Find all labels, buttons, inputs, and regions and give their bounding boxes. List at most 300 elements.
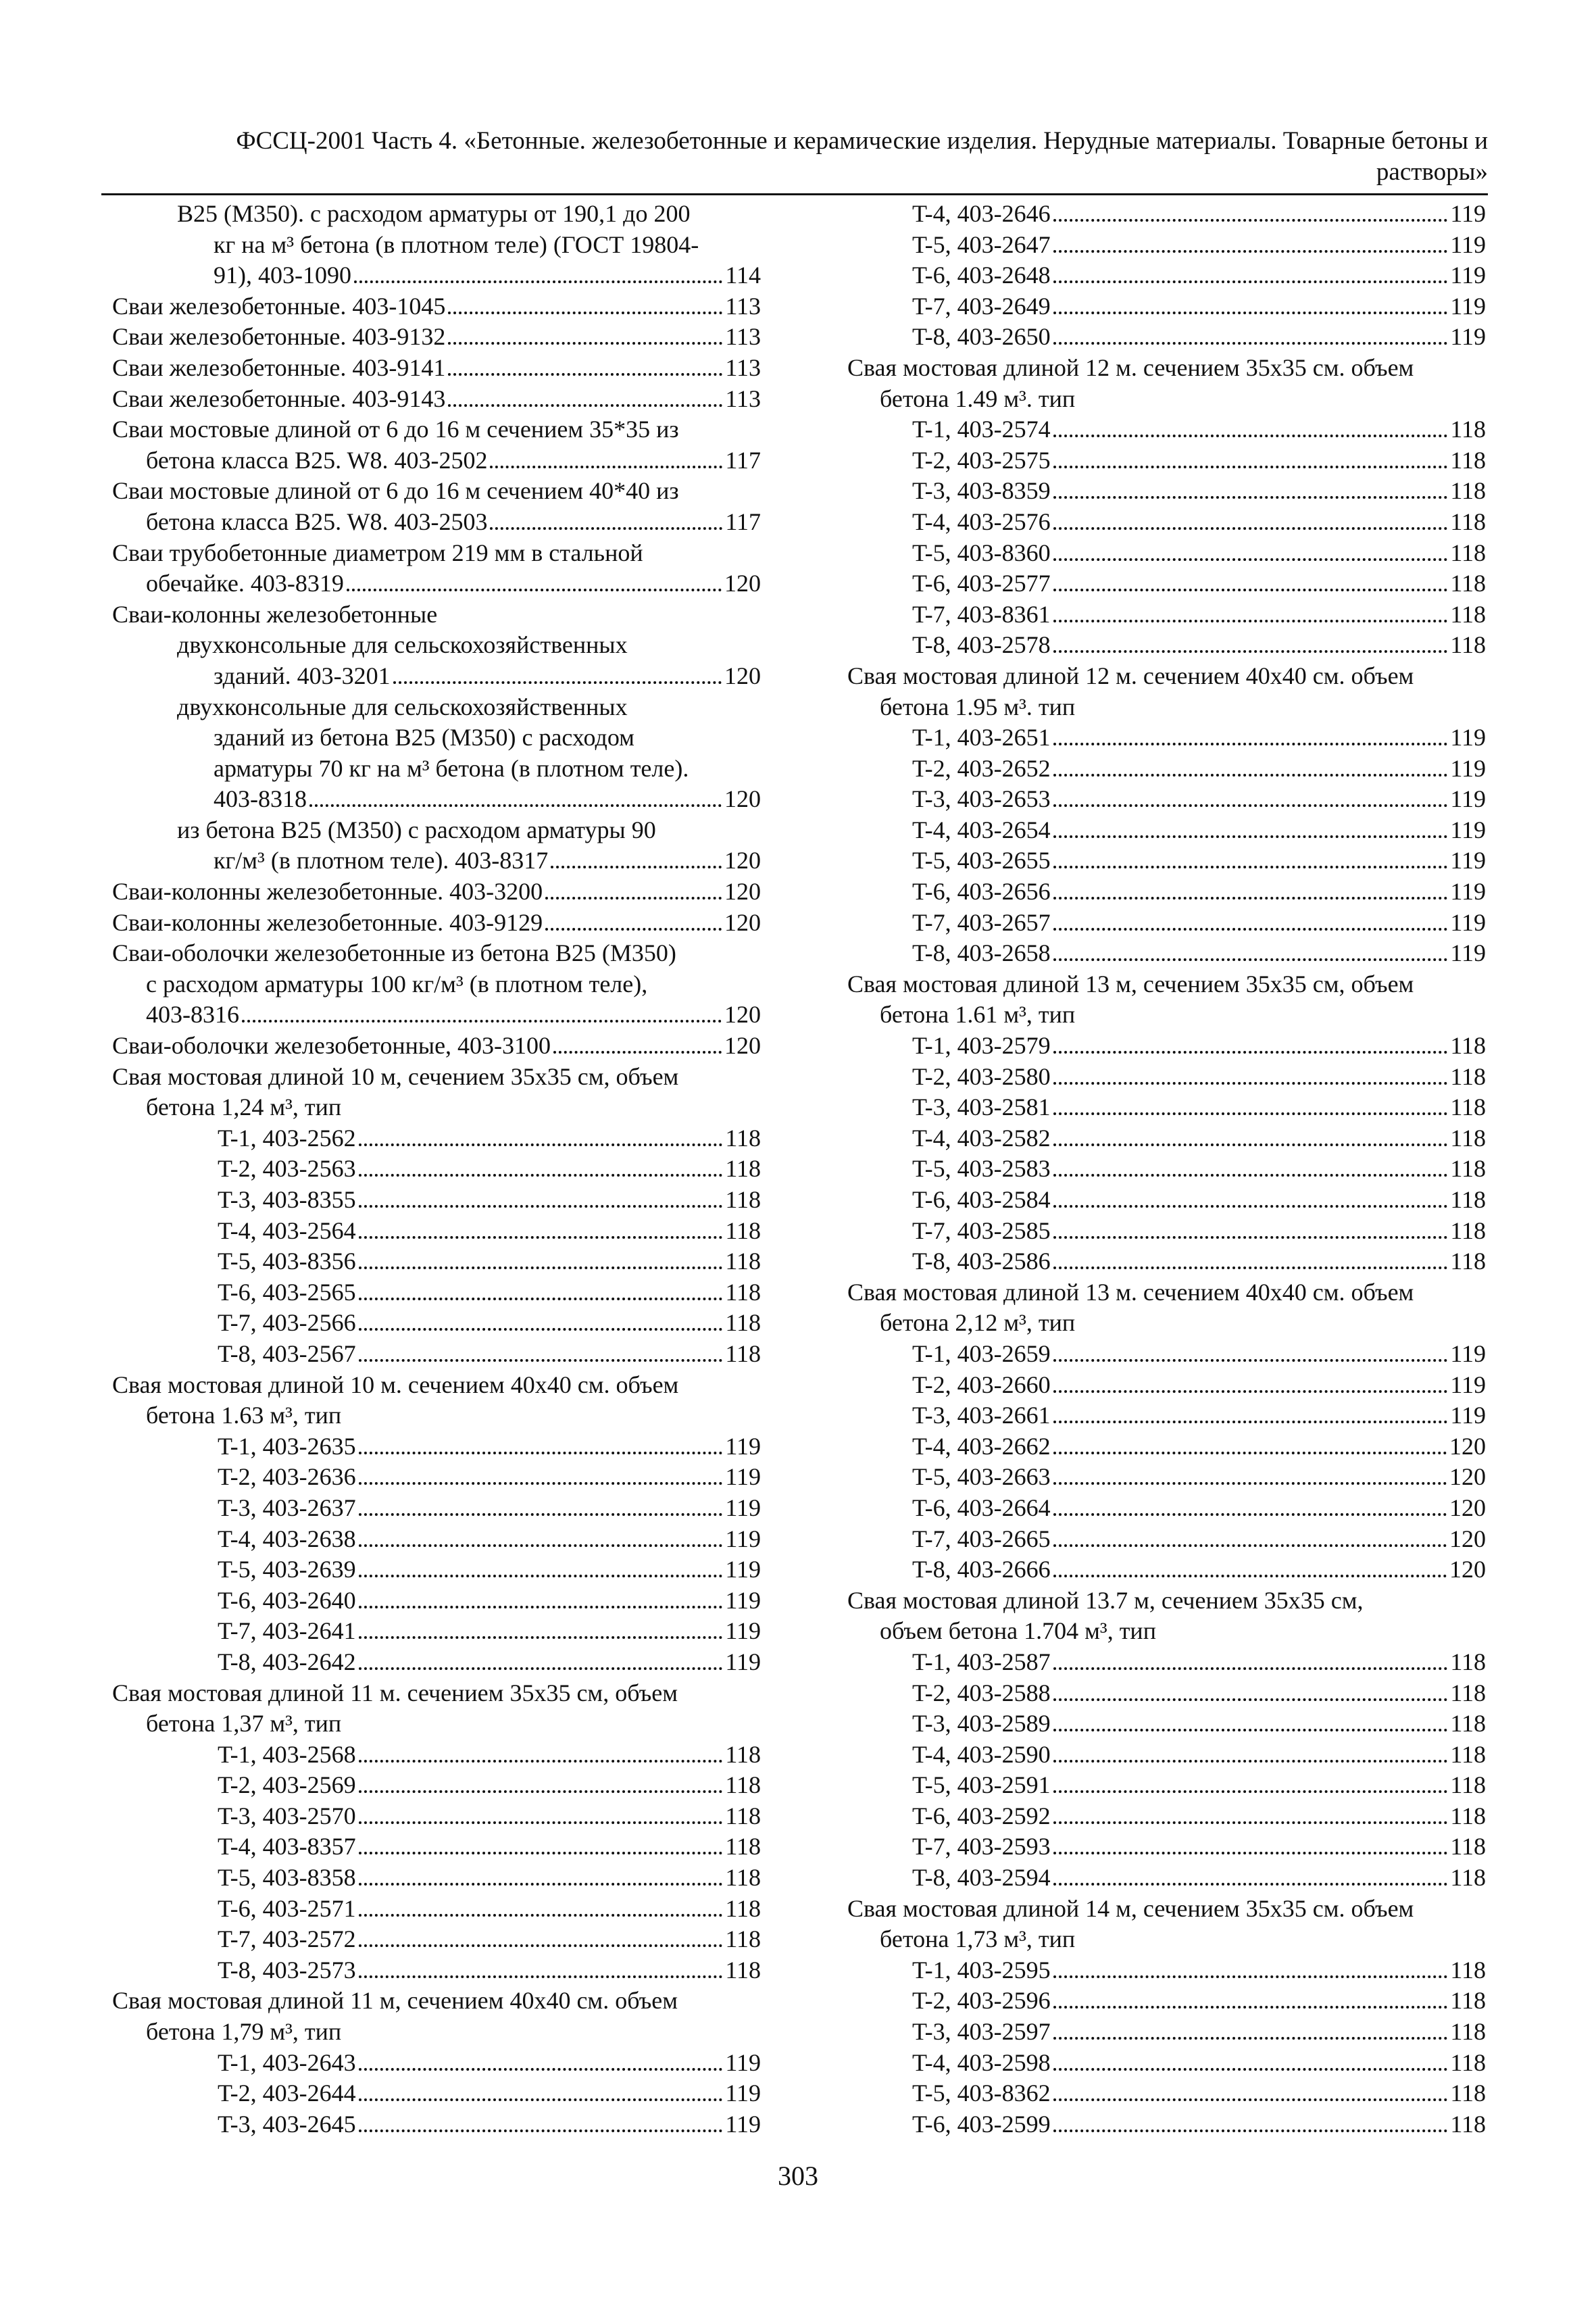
index-entry [847, 1585, 1486, 1617]
index-entry-text: бетона 1,79 м³, тип [146, 2018, 342, 2046]
index-entry-text: T-7, 403-2572 [218, 1925, 356, 1953]
index-entry-text: Сваи железобетонные. 403-9141 [112, 353, 446, 381]
index-entry-page: 118 [725, 1771, 761, 1799]
index-entry [847, 1339, 1486, 1370]
index-entry-page: 113 [725, 353, 761, 381]
index-entry [112, 877, 761, 908]
index-entry [112, 2078, 761, 2109]
index-entry [112, 2109, 761, 2140]
index-entry-text: T-1, 403-2579 [912, 1032, 1051, 1060]
index-entry [112, 353, 761, 384]
index-entry-page: 120 [724, 662, 761, 689]
index-entry-page: 119 [725, 2079, 761, 2107]
index-entry [847, 2017, 1486, 2048]
index-entry-page: 118 [1450, 477, 1486, 505]
index-entry-text: T-7, 403-2641 [218, 1617, 356, 1645]
index-entry [112, 1616, 761, 1647]
index-entry-text: T-7, 403-8361 [912, 600, 1051, 628]
index-entry-page: 119 [1450, 754, 1486, 782]
index-entry-text: T-8, 403-2666 [912, 1556, 1051, 1583]
index-entry-text: T-7, 403-2593 [912, 1833, 1051, 1861]
index-entry [847, 291, 1486, 322]
index-entry [847, 414, 1486, 445]
dot-leader [553, 1050, 722, 1054]
index-entry-page: 113 [725, 292, 761, 320]
index-entry-text: T-6, 403-2565 [218, 1278, 356, 1306]
dot-leader [490, 526, 722, 530]
index-entry-page: 120 [724, 908, 761, 936]
index-entry-text: Свая мостовая длиной 14 м, сечением 35x35 см. объем [847, 1894, 1414, 1922]
index-entry-page: 120 [724, 847, 761, 875]
dot-leader [1053, 1574, 1447, 1577]
index-entry-text: Свая мостовая длиной 12 м. сечением 40x40 см. объем [847, 662, 1414, 689]
index-entry-text: T-2, 403-2660 [912, 1371, 1051, 1398]
index-entry-page: 119 [725, 1432, 761, 1460]
dot-leader [1053, 1451, 1447, 1454]
index-entry-text: T-1, 403-2635 [218, 1432, 356, 1460]
index-entry-page: 118 [1450, 1710, 1486, 1738]
dot-leader [393, 681, 722, 684]
index-entry [847, 1770, 1486, 1801]
index-entry-text: T-2, 403-2596 [912, 1987, 1051, 2015]
index-entry-page: 118 [725, 1186, 761, 1213]
index-entry-text: Сваи-колонны железобетонные [112, 600, 438, 628]
index-entry-page: 118 [1450, 1155, 1486, 1183]
index-entry-text: T-8, 403-2586 [912, 1248, 1051, 1275]
dot-leader [359, 1327, 723, 1331]
index-entry [847, 322, 1486, 353]
index-entry-text: T-3, 403-8355 [218, 1186, 356, 1213]
dot-leader [1053, 619, 1448, 622]
index-entry-text: T-1, 403-2562 [218, 1124, 356, 1152]
index-entry [847, 230, 1486, 261]
dot-leader [1053, 1358, 1448, 1362]
index-entry [847, 722, 1486, 754]
header-title-line2: растворы» [1376, 158, 1488, 186]
dot-leader [448, 311, 722, 314]
dot-leader [359, 1790, 723, 1793]
index-entry-page: 118 [1450, 1740, 1486, 1768]
index-entry-text: Свая мостовая длиной 11 м, сечением 40x40 см. объем [112, 1987, 678, 2015]
dot-leader [1053, 311, 1448, 314]
dot-leader [1053, 1544, 1447, 1547]
dot-leader [1053, 896, 1448, 900]
dot-leader [359, 1635, 723, 1639]
index-entry-page: 119 [1450, 847, 1486, 875]
index-entry-text: T-7, 403-2585 [912, 1216, 1051, 1244]
dot-leader [359, 1143, 723, 1146]
dot-leader [359, 1358, 723, 1362]
index-entry-text: объем бетона 1.704 м³, тип [880, 1617, 1156, 1645]
index-entry [112, 476, 761, 507]
index-entry-text: Свая мостовая длиной 10 м, сечением 35x35 см, объем [112, 1062, 679, 1090]
index-entry [847, 1185, 1486, 1216]
index-entry-text: Сваи железобетонные. 403-9132 [112, 323, 446, 351]
index-entry [112, 754, 761, 785]
index-entry [112, 507, 761, 538]
dot-leader [1053, 1112, 1448, 1115]
index-entry [112, 938, 761, 969]
dot-leader [359, 1266, 723, 1269]
index-entry-text: бетона 1.63 м³, тип [146, 1402, 342, 1429]
index-entry-text: T-5, 403-8358 [218, 1864, 356, 1892]
index-entry [112, 1339, 761, 1370]
dot-leader [347, 588, 722, 591]
index-entry-text: бетона 1.95 м³. тип [880, 693, 1076, 720]
index-entry-page: 118 [1450, 446, 1486, 474]
dot-leader [1053, 558, 1448, 561]
index-entry-text: T-2, 403-2644 [218, 2079, 356, 2107]
index-entry-page: 120 [724, 1032, 761, 1060]
index-entry-page: 119 [1450, 785, 1486, 813]
index-entry [112, 1770, 761, 1801]
index-entry-page: 118 [725, 1216, 761, 1244]
index-entry-text: T-2, 403-2569 [218, 1771, 356, 1799]
index-entry-text: T-8, 403-2658 [912, 939, 1051, 967]
index-entry-page: 118 [725, 1956, 761, 1984]
dot-leader [1053, 2067, 1448, 2071]
index-entry [847, 1370, 1486, 1401]
index-entry-page: 118 [1450, 1216, 1486, 1244]
index-entry-text: T-1, 403-2643 [218, 2048, 356, 2076]
index-entry-text: T-4, 403-2576 [912, 508, 1051, 535]
index-entry-page: 118 [1450, 2018, 1486, 2046]
index-entry-text: T-4, 403-2564 [218, 1216, 356, 1244]
index-entry-page: 118 [1450, 600, 1486, 628]
index-entry-page: 117 [725, 508, 761, 535]
index-entry-text: T-3, 403-2581 [912, 1093, 1051, 1121]
dot-leader [448, 403, 722, 407]
index-entry-text: T-7, 403-2649 [912, 292, 1051, 320]
index-entry-page: 118 [1450, 1987, 1486, 2015]
dot-leader [359, 1544, 723, 1547]
dot-leader [1053, 1266, 1448, 1269]
index-entry [112, 1092, 761, 1123]
index-entry [112, 2048, 761, 2079]
dot-leader [1053, 773, 1448, 777]
index-entry-page: 118 [1450, 631, 1486, 659]
index-entry-page: 118 [1450, 416, 1486, 443]
index-entry-page: 119 [1450, 1371, 1486, 1398]
index-entry-text: зданий. 403-3201 [214, 662, 391, 689]
index-entry-text: T-8, 403-2594 [912, 1864, 1051, 1892]
index-entry-text: Сваи-оболочки железобетонные из бетона B25 (M350) [112, 939, 676, 967]
index-entry [112, 1154, 761, 1185]
index-entry-page: 118 [1450, 1248, 1486, 1275]
dot-leader [1053, 434, 1448, 437]
index-entry [112, 2017, 761, 2048]
dot-leader [359, 1574, 723, 1577]
index-entry-page: 120 [724, 785, 761, 813]
index-entry-page: 118 [1450, 1802, 1486, 1829]
index-entry-text: B25 (M350). с расходом арматуры от 190,1 до 200 [177, 200, 691, 227]
index-entry [112, 1801, 761, 1832]
dot-leader [1053, 804, 1448, 807]
index-entry-text: T-2, 403-2563 [218, 1155, 356, 1183]
index-entry-page: 118 [1450, 2048, 1486, 2076]
index-entry [112, 568, 761, 599]
dot-leader [1053, 2129, 1448, 2132]
index-entry-text: T-5, 403-2655 [912, 847, 1051, 875]
index-entry-page: 118 [1450, 508, 1486, 535]
index-entry-text: Сваи железобетонные. 403-9143 [112, 385, 446, 412]
index-entry-text: T-3, 403-2597 [912, 2018, 1051, 2046]
index-entry [112, 1216, 761, 1247]
index-entry-text: Сваи-колонны железобетонные. 403-3200 [112, 878, 543, 906]
index-entry [112, 1924, 761, 1955]
index-entry-text: T-5, 403-2591 [912, 1771, 1051, 1799]
index-entry [112, 1031, 761, 1062]
index-entry-page: 119 [725, 2048, 761, 2076]
index-entry-page: 118 [1450, 1093, 1486, 1121]
index-entry-text: кг на м³ бетона (в плотном теле) (ГОСТ 19804- [214, 230, 699, 258]
index-entry-page: 120 [1449, 1463, 1486, 1491]
index-entry-text: T-4, 403-2590 [912, 1740, 1051, 1768]
dot-leader [1053, 2036, 1448, 2040]
index-entry-page: 119 [1450, 724, 1486, 752]
dot-leader [1053, 1790, 1448, 1793]
index-entry [847, 908, 1486, 939]
index-entry [112, 322, 761, 353]
index-entry-text: T-8, 403-2650 [912, 323, 1051, 351]
index-entry-page: 120 [724, 878, 761, 906]
index-entry [112, 1585, 761, 1617]
index-entry-text: Свая мостовая длиной 13 м. сечением 40x40 см. объем [847, 1278, 1414, 1306]
index-entry-text: T-5, 403-8362 [912, 2079, 1051, 2107]
index-entry [847, 1062, 1486, 1093]
index-entry [112, 1308, 761, 1339]
index-entry-page: 119 [1450, 816, 1486, 843]
index-entry [847, 1493, 1486, 1524]
dot-leader [1053, 1667, 1448, 1670]
index-entry-text: бетона класса B25. W8. 403-2502 [146, 446, 488, 474]
index-entry-text: Свая мостовая длиной 12 м. сечением 35x35 см. объем [847, 353, 1414, 381]
index-entry [112, 969, 761, 1000]
index-entry-page: 118 [1450, 1864, 1486, 1892]
index-entry [847, 199, 1486, 230]
dot-leader [359, 1667, 723, 1670]
index-entry [112, 722, 761, 754]
index-entry [112, 199, 761, 230]
index-entry [847, 1000, 1486, 1031]
dot-leader [359, 1913, 723, 1917]
index-entry [112, 384, 761, 415]
index-entry-page: 118 [1450, 1833, 1486, 1861]
index-entry-text: бетона 1,37 м³, тип [146, 1710, 342, 1738]
index-entry-page: 120 [724, 570, 761, 597]
index-entry [847, 938, 1486, 969]
index-entry [112, 1708, 761, 1740]
index-column-left [112, 199, 761, 2140]
dot-leader [490, 465, 722, 468]
dot-leader [1053, 495, 1448, 499]
index-entry [847, 1154, 1486, 1185]
dot-leader [551, 865, 722, 868]
index-entry-text: T-2, 403-2636 [218, 1463, 356, 1491]
dot-leader [1053, 1851, 1448, 1854]
index-entry-page: 118 [1450, 1679, 1486, 1706]
index-entry [847, 568, 1486, 599]
index-entry-text: T-2, 403-2580 [912, 1062, 1051, 1090]
dot-leader [1053, 1975, 1448, 1978]
dot-leader [1053, 1050, 1448, 1054]
index-entry-text: T-7, 403-2665 [912, 1525, 1051, 1552]
index-entry-text: бетона 1,73 м³, тип [880, 1925, 1076, 1953]
index-entry [112, 692, 761, 723]
index-entry-text: T-6, 403-2656 [912, 878, 1051, 906]
index-entry [112, 1277, 761, 1308]
index-entry-page: 117 [725, 446, 761, 474]
index-entry-text: двухконсольные для сельскохозяйственных [177, 693, 628, 720]
index-entry-text: двухконсольные для сельскохозяйственных [177, 631, 628, 659]
index-entry-page: 118 [1450, 2110, 1486, 2138]
index-entry [847, 661, 1486, 692]
index-entry [112, 414, 761, 445]
index-entry-text: T-3, 403-2589 [912, 1710, 1051, 1738]
index-entry-text: T-4, 403-2598 [912, 2048, 1051, 2076]
index-entry-text: T-6, 403-2664 [912, 1494, 1051, 1521]
index-entry-page: 118 [725, 1155, 761, 1183]
index-entry [112, 1185, 761, 1216]
index-entry [847, 476, 1486, 507]
index-entry-text: бетона 1.49 м³. тип [880, 385, 1076, 412]
dot-leader [1053, 649, 1448, 653]
page-header [101, 126, 1488, 188]
dot-leader [1053, 1759, 1448, 1763]
dot-leader [1053, 1882, 1448, 1886]
index-entry [847, 1678, 1486, 1709]
index-entry-page: 114 [725, 262, 761, 289]
index-entry-text: T-7, 403-2657 [912, 908, 1051, 936]
index-entry-text: T-8, 403-2573 [218, 1956, 356, 1984]
index-entry [847, 1831, 1486, 1863]
index-entry-text: арматуры 70 кг на м³ бетона (в плотном теле). [214, 754, 689, 782]
index-entry [112, 1062, 761, 1093]
dot-leader [1053, 1389, 1448, 1393]
index-entry-page: 118 [1450, 2079, 1486, 2107]
index-entry-text: T-5, 403-2647 [912, 230, 1051, 258]
index-entry-text: T-8, 403-2567 [218, 1339, 356, 1367]
index-entry-text: T-5, 403-2663 [912, 1463, 1051, 1491]
index-entry [847, 599, 1486, 631]
index-entry-text: T-6, 403-2599 [912, 2110, 1051, 2138]
dot-leader [1053, 218, 1448, 222]
index-entry-text: бетона класса B25. W8. 403-2503 [146, 508, 488, 535]
index-entry-text: Свая мостовая длиной 10 м. сечением 40x40 см. объем [112, 1371, 679, 1398]
dot-leader [1053, 341, 1448, 345]
index-entry [847, 1524, 1486, 1555]
dot-leader [448, 341, 722, 345]
index-entry [112, 1831, 761, 1863]
index-entry-text: T-3, 403-2645 [218, 2110, 356, 2138]
dot-leader [545, 896, 722, 900]
index-entry [112, 1370, 761, 1401]
index-entry-page: 119 [1450, 262, 1486, 289]
index-entry-text: T-4, 403-2662 [912, 1432, 1051, 1460]
dot-leader [359, 1173, 723, 1177]
index-entry-page: 119 [1450, 323, 1486, 351]
dot-leader [359, 1821, 723, 1824]
index-entry [847, 1616, 1486, 1647]
index-entry-text: T-1, 403-2568 [218, 1740, 356, 1768]
index-entry-page: 119 [725, 2110, 761, 2138]
dot-leader [359, 2067, 723, 2071]
index-entry [847, 2109, 1486, 2140]
index-entry [112, 260, 761, 291]
index-entry-text: обечайке. 403-8319 [146, 570, 344, 597]
index-entry [847, 1400, 1486, 1431]
dot-leader [359, 1944, 723, 1947]
index-entry [112, 230, 761, 261]
index-entry-text: зданий из бетона B25 (M350) с расходом [214, 724, 634, 752]
index-entry-page: 120 [1449, 1556, 1486, 1583]
index-entry-page: 119 [1450, 939, 1486, 967]
header-divider [101, 193, 1488, 195]
index-entry [847, 2078, 1486, 2109]
index-entry [847, 353, 1486, 384]
index-entry [847, 1031, 1486, 1062]
index-entry-text: T-3, 403-2570 [218, 1802, 356, 1829]
index-entry-page: 120 [1449, 1494, 1486, 1521]
index-entry [847, 1955, 1486, 1986]
dot-leader [359, 2098, 723, 2101]
index-entry [112, 630, 761, 661]
dot-leader [309, 804, 722, 807]
dot-leader [359, 1975, 723, 1978]
index-entry-text: T-6, 403-2577 [912, 570, 1051, 597]
index-entry-page: 118 [1450, 1771, 1486, 1799]
index-entry [847, 877, 1486, 908]
index-entry [112, 599, 761, 631]
dot-leader [1053, 927, 1448, 931]
dot-leader [1053, 1821, 1448, 1824]
index-entry-text: T-7, 403-2566 [218, 1309, 356, 1337]
dot-leader [359, 1451, 723, 1454]
index-entry-page: 113 [725, 323, 761, 351]
index-entry-page: 118 [1450, 539, 1486, 566]
index-entry-text: T-8, 403-2642 [218, 1648, 356, 1675]
index-entry [847, 1986, 1486, 2017]
index-entry-text: T-5, 403-2639 [218, 1556, 356, 1583]
index-entry-text: T-4, 403-2646 [912, 200, 1051, 227]
index-entry-text: T-2, 403-2575 [912, 446, 1051, 474]
index-column-right [847, 199, 1486, 2140]
index-entry [847, 1246, 1486, 1277]
index-entry-text: Сваи трубобетонные диаметром 219 мм в стальной [112, 539, 643, 566]
index-entry-text: T-3, 403-8359 [912, 477, 1051, 505]
dot-leader [1053, 1698, 1448, 1701]
index-entry-text: Свая мостовая длиной 13 м, сечением 35x35 см, объем [847, 970, 1414, 998]
dot-leader [359, 1481, 723, 1485]
index-entry-page: 118 [725, 1925, 761, 1953]
dot-leader [1053, 1204, 1448, 1208]
index-entry-page: 118 [1450, 1062, 1486, 1090]
index-entry [112, 1000, 761, 1031]
index-entry-page: 118 [725, 1309, 761, 1337]
index-entry-text: бетона 1,24 м³, тип [146, 1093, 342, 1121]
index-entry-page: 118 [725, 1278, 761, 1306]
index-entry-page: 118 [1450, 1032, 1486, 1060]
index-entry [112, 1986, 761, 2017]
dot-leader [1053, 588, 1448, 591]
index-entry-text: кг/м³ (в плотном теле). 403-8317 [214, 847, 549, 875]
index-entry [112, 1863, 761, 1894]
index-entry-page: 119 [725, 1494, 761, 1521]
index-entry-text: T-4, 403-2638 [218, 1525, 356, 1552]
index-entry-page: 118 [1450, 1956, 1486, 1984]
dot-leader [545, 927, 722, 931]
index-entry [847, 969, 1486, 1000]
